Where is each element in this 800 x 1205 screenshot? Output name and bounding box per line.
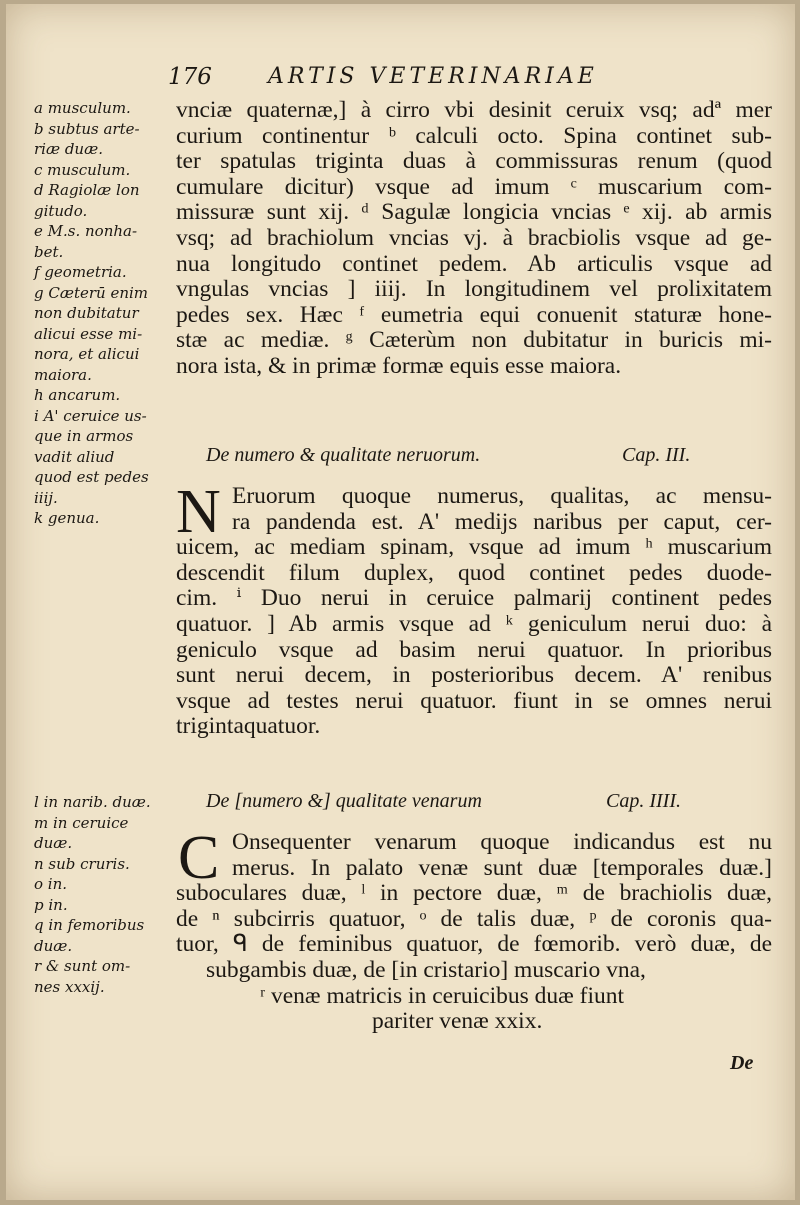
text-line: vsque ad testes nerui quatuor. fiunt in se omnes nerui — [176, 688, 772, 714]
margin-note: p in. — [34, 895, 68, 914]
text-line: curium continentur ᵇ calculi octo. Spina continet sub- — [176, 123, 772, 149]
page-number: 176 — [168, 64, 212, 90]
text-line: quatuor. ] Ab armis vsque ad ᵏ geniculum nerui duo: à — [176, 611, 772, 637]
text-line: nora ista, & in primæ formæ equis esse maiora. — [176, 353, 622, 379]
margin-note: q in femoribus duæ. — [34, 916, 145, 955]
text-line: ter spatulas triginta duas à commissuras renum (quod — [176, 149, 772, 175]
chapter-label: Cap. IIII. — [606, 790, 681, 812]
drop-cap: C — [178, 824, 220, 892]
text-line: de ⁿ subcirris quatuor, ᵒ de talis duæ, ᵖ de coronis qua- — [176, 906, 772, 932]
text-line: geniculo vsque ad basim nerui quatuor. In prioribus — [176, 637, 772, 663]
text-line: descendit filum duplex, quod continet pedes duode- — [176, 560, 772, 586]
text-line: cim. ⁱ Duo nerui in ceruice palmarij continent pedes — [176, 586, 772, 612]
running-head: ARTIS VETERINARIAE — [268, 64, 598, 89]
text-line: merus. In palato venæ sunt duæ [temporales duæ.] — [232, 855, 772, 881]
margin-note: o in. — [34, 875, 68, 893]
text-line: vsq; ad brachiolum vncias vj. à bracbiolis vsque ad ge- — [176, 225, 772, 251]
heading-title: De numero & qualitate neruorum. — [206, 444, 481, 466]
margin-note: h ancarum. — [34, 386, 121, 404]
text-line: ra pandenda est. A' medijs naribus per caput, cer- — [232, 509, 772, 535]
page-header — [6, 64, 795, 94]
body-text-section-2 — [176, 478, 772, 740]
margin-note: a musculum. — [34, 99, 131, 117]
margin-notes-upper — [34, 98, 174, 529]
text-line: pedes sex. Hæc ᶠ eumetria equi conuenit staturæ hone- — [176, 302, 772, 328]
text-line: vngulas vncias ] iiij. In longitudinem vel prolixitatem — [176, 277, 772, 303]
text-line: suboculares duæ, ˡ in pectore duæ, ᵐ de brachiolis duæ, — [176, 881, 772, 907]
text-line: Eruorum quoque numerus, qualitas, ac mensu- — [232, 484, 772, 509]
margin-notes-lower — [34, 792, 174, 997]
margin-note: n sub cruris. — [34, 854, 130, 873]
text-line: uicem, ac mediam spinam, vsque ad imum ʰ muscarium — [176, 535, 772, 561]
text-line: cumulare dicitur) vsque ad imum ᶜ muscarium com- — [176, 174, 772, 200]
margin-note: r & sunt om- nes xxxij. — [34, 957, 131, 996]
text-line: stæ ac mediæ. ᵍ Cæterùm non dubitatur in buricis mi- — [176, 328, 772, 354]
margin-note: c musculum. — [34, 160, 131, 179]
body-text-section-1 — [176, 98, 772, 380]
margin-note: i A' ceruice us- que in armos vadit aliud quod est pedes iiij. — [34, 406, 149, 507]
text-line: nua longitudo continet pedem. Ab articulis vsque ad — [176, 251, 772, 277]
margin-note: g Cæterū enim non dubitatur alicui esse mi- nora, et alicui maiora. — [34, 283, 149, 384]
text-line: tuor, ᑫ de feminibus quatuor, de fœmorib. verò duæ, de — [176, 932, 772, 958]
text-line: missuræ sunt xij. ᵈ Sagulæ longicia vncias ᵉ xij. ab armis — [176, 200, 772, 226]
margin-note: k genua. — [34, 509, 100, 527]
margin-note: e M.s. nonha- bet. — [34, 222, 138, 261]
margin-note: b subtus arte- riæ duæ. — [34, 119, 140, 158]
book-page — [6, 4, 795, 1200]
drop-cap: N — [176, 478, 221, 546]
margin-note: f geometria. — [34, 263, 127, 281]
body-text-section-3 — [176, 824, 772, 1035]
text-line: sunt nerui decem, in posterioribus decem. A' renibus — [176, 663, 772, 689]
chapter-label: Cap. III. — [622, 444, 691, 466]
heading-title: De [numero &] qualitate venarum — [206, 790, 482, 812]
text-line: trigintaquatuor. — [176, 714, 321, 740]
text-line: pariter venæ xxix. — [372, 1009, 543, 1035]
margin-note: l in narib. duæ. — [34, 793, 151, 811]
text-line: subgambis duæ, de [in cristario] muscario vna, — [206, 957, 646, 983]
text-line: vnciæ quaternæ,] à cirro vbi desinit ceruix vsq; adª mer — [176, 98, 772, 123]
text-line: Onsequenter venarum quoque indicandus est nu — [232, 830, 772, 855]
text-line: ʳ venæ matricis in ceruicibus duæ fiunt — [260, 983, 625, 1009]
catchword: De — [730, 1052, 754, 1074]
margin-note: m in ceruice duæ. — [34, 813, 129, 852]
margin-note: d Ragiolæ lon gitudo. — [34, 181, 140, 220]
